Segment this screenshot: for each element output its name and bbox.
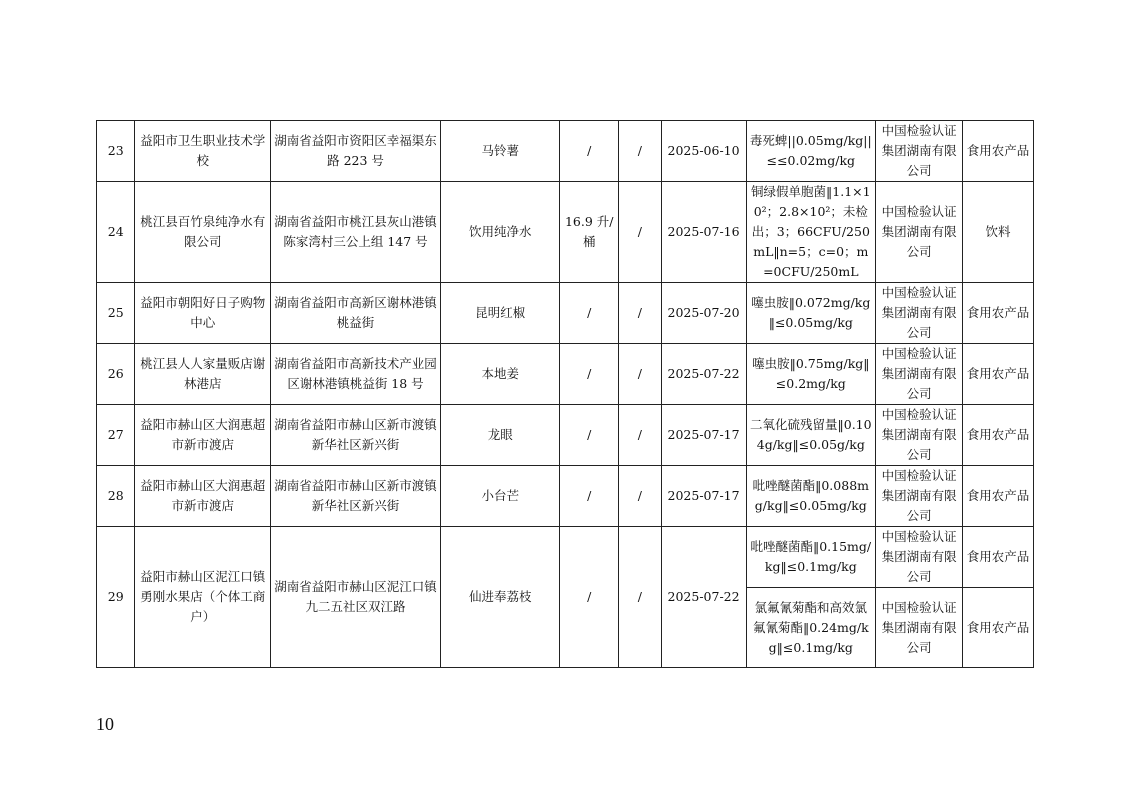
trademark: / — [619, 182, 661, 283]
production-date: 2025-07-17 — [661, 466, 746, 527]
enterprise-name: 益阳市卫生职业技术学校 — [135, 121, 271, 182]
production-date: 2025-07-22 — [661, 527, 746, 668]
trademark: / — [619, 121, 661, 182]
failed-item: 噻虫胺‖0.75mg/kg‖≤0.2mg/kg — [746, 344, 876, 405]
product-name: 小台芒 — [441, 466, 560, 527]
enterprise-name: 益阳市赫山区大润惠超市新市渡店 — [135, 405, 271, 466]
table-row — [97, 121, 1034, 182]
table-row — [97, 527, 1034, 588]
enterprise-name: 桃江县人人家量贩店谢林港店 — [135, 344, 271, 405]
testing-agency: 中国检验认证集团湖南有限公司 — [876, 405, 963, 466]
enterprise-name: 益阳市朝阳好日子购物中心 — [135, 283, 271, 344]
row-number: 25 — [97, 283, 135, 344]
enterprise-address: 湖南省益阳市赫山区新市渡镇新华社区新兴街 — [271, 466, 441, 527]
enterprise-address: 湖南省益阳市赫山区新市渡镇新华社区新兴街 — [271, 405, 441, 466]
food-category: 食用农产品 — [963, 283, 1034, 344]
row-number: 23 — [97, 121, 135, 182]
trademark: / — [619, 405, 661, 466]
testing-agency: 中国检验认证集团湖南有限公司 — [876, 344, 963, 405]
food-category: 食用农产品 — [963, 344, 1034, 405]
row-number: 24 — [97, 182, 135, 283]
page-number: 10 — [96, 714, 114, 734]
food-category: 食用农产品 — [963, 466, 1034, 527]
testing-agency: 中国检验认证集团湖南有限公司 — [876, 283, 963, 344]
enterprise-address: 湖南省益阳市桃江县灰山港镇陈家湾村三公上组 147 号 — [271, 182, 441, 283]
product-name: 饮用纯净水 — [441, 182, 560, 283]
production-date: 2025-06-10 — [661, 121, 746, 182]
food-category: 食用农产品 — [963, 121, 1034, 182]
table-row — [97, 466, 1034, 527]
specification: / — [560, 405, 619, 466]
specification: 16.9 升/桶 — [560, 182, 619, 283]
trademark: / — [619, 344, 661, 405]
testing-agency: 中国检验认证集团湖南有限公司 — [876, 466, 963, 527]
table-row — [97, 182, 1034, 283]
failed-item: 二氧化硫残留量‖0.104g/kg‖≤0.05g/kg — [746, 405, 876, 466]
production-date: 2025-07-20 — [661, 283, 746, 344]
table-row — [97, 344, 1034, 405]
food-category: 食用农产品 — [963, 588, 1034, 668]
failed-item: 毒死蜱||0.05mg/kg||≤≤0.02mg/kg — [746, 121, 876, 182]
row-number: 28 — [97, 466, 135, 527]
enterprise-address: 湖南省益阳市资阳区幸福渠东路 223 号 — [271, 121, 441, 182]
specification: / — [560, 466, 619, 527]
testing-agency: 中国检验认证集团湖南有限公司 — [876, 588, 963, 668]
enterprise-name: 益阳市赫山区泥江口镇勇刚水果店（个体工商户） — [135, 527, 271, 668]
product-name: 昆明红椒 — [441, 283, 560, 344]
specification: / — [560, 344, 619, 405]
failed-item: 氯氟氰菊酯和高效氯氟氰菊酯‖0.24mg/kg‖≤0.1mg/kg — [746, 588, 876, 668]
food-category: 食用农产品 — [963, 527, 1034, 588]
specification: / — [560, 283, 619, 344]
enterprise-address: 湖南省益阳市高新区谢林港镇桃益街 — [271, 283, 441, 344]
results-table — [96, 120, 1034, 668]
row-number: 27 — [97, 405, 135, 466]
specification: / — [560, 121, 619, 182]
testing-agency: 中国检验认证集团湖南有限公司 — [876, 121, 963, 182]
product-name: 马铃薯 — [441, 121, 560, 182]
failed-item: 吡唑醚菌酯‖0.15mg/kg‖≤0.1mg/kg — [746, 527, 876, 588]
enterprise-address: 湖南省益阳市赫山区泥江口镇九二五社区双江路 — [271, 527, 441, 668]
food-category: 食用农产品 — [963, 405, 1034, 466]
failed-item: 铜绿假单胞菌‖1.1×10²；2.8×10²；未检出；3；66CFU/250mL‖n=5；c=0；m=0CFU/250mL — [746, 182, 876, 283]
row-number: 26 — [97, 344, 135, 405]
production-date: 2025-07-16 — [661, 182, 746, 283]
row-number: 29 — [97, 527, 135, 668]
food-category: 饮料 — [963, 182, 1034, 283]
product-name: 仙进奉荔枝 — [441, 527, 560, 668]
table-row — [97, 405, 1034, 466]
testing-agency: 中国检验认证集团湖南有限公司 — [876, 527, 963, 588]
enterprise-name: 桃江县百竹泉纯净水有限公司 — [135, 182, 271, 283]
product-name: 本地姜 — [441, 344, 560, 405]
trademark: / — [619, 283, 661, 344]
enterprise-name: 益阳市赫山区大润惠超市新市渡店 — [135, 466, 271, 527]
production-date: 2025-07-22 — [661, 344, 746, 405]
trademark: / — [619, 527, 661, 668]
specification: / — [560, 527, 619, 668]
failed-item: 吡唑醚菌酯‖0.088mg/kg‖≤0.05mg/kg — [746, 466, 876, 527]
enterprise-address: 湖南省益阳市高新技术产业园区谢林港镇桃益街 18 号 — [271, 344, 441, 405]
product-name: 龙眼 — [441, 405, 560, 466]
failed-item: 噻虫胺‖0.072mg/kg‖≤0.05mg/kg — [746, 283, 876, 344]
trademark: / — [619, 466, 661, 527]
testing-agency: 中国检验认证集团湖南有限公司 — [876, 182, 963, 283]
production-date: 2025-07-17 — [661, 405, 746, 466]
table-row — [97, 283, 1034, 344]
